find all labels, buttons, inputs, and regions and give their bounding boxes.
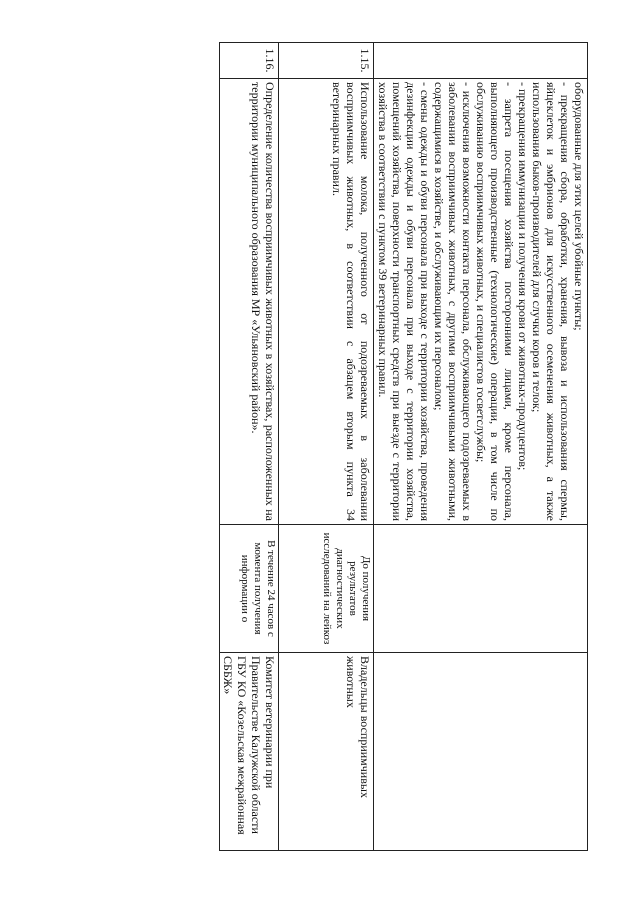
responsible-cell: Владельцы восприимчивых животных	[279, 653, 374, 851]
measures-table	[219, 42, 588, 851]
measure-line: - смены одежды и обуви персонала при выходе с территории хозяйства, проведения дезинфекции одежды и обуви персонала при выходе с территории хозяйства, помещений хозяйства, поверхности транспортных средств при выезде с территории хозяйства в соответствии с пунктом 39 ветеринарных правил.	[376, 82, 432, 521]
measure-line: - прекращения сбора, обработки, хранения, вывоза и использования спермы, яйцеклеток и эмбрионов для искусственного осеменения животных, а также использования быков-производителей для случки коров и телок;	[530, 82, 572, 521]
responsible-cell: Комитет ветеринарии при Правительстве Калужской области ГБУ КО «Козельская межрайонная СББЖ»	[220, 653, 279, 851]
row-number-cell: 1.15.	[279, 43, 374, 79]
measure-cell	[374, 79, 588, 525]
measure-cell: Использование молока, полученного от подозреваемых в заболевании восприимчивых животных, в соответствии с абзацем вторым пункта 34 ветеринарных правил.	[279, 79, 374, 525]
responsible-cell	[374, 653, 588, 851]
row-number-cell: 1.16.	[220, 43, 279, 79]
table-row	[374, 43, 588, 851]
table-row	[220, 43, 279, 851]
row-number-cell	[374, 43, 588, 79]
deadline-cell	[374, 525, 588, 653]
measure-cell: Определение количества восприимчивых животных в хозяйствах, расположенных на территории муниципального образования МР «Ульяновский район».	[220, 79, 279, 525]
measure-line: - запрета посещения хозяйства посторонними лицами, кроме персонала, выполняющего производственные (технологические) операции, в том числе по обслуживанию восприимчивых животных, и специалистов госветслужбы;	[474, 82, 516, 521]
deadline-cell: В течение 24 часов с момента получения информации о	[220, 525, 279, 653]
table-row	[279, 43, 374, 851]
measure-line: - прекращения иммунизации и получения крови от животных-продуцентов;	[516, 82, 530, 471]
measure-line: - исключения возможности контакта персонала, обслуживающего подозреваемых в заболевании восприимчивых животных, с другими восприимчивыми животными, содержащимися в хозяйстве, и обслуживающим их персоналом;	[432, 82, 474, 521]
deadline-cell: До получения результатов диагностических исследований на лейкоз	[279, 525, 374, 653]
measure-line: оборудованные для этих целей убойные пункты;	[572, 82, 586, 331]
